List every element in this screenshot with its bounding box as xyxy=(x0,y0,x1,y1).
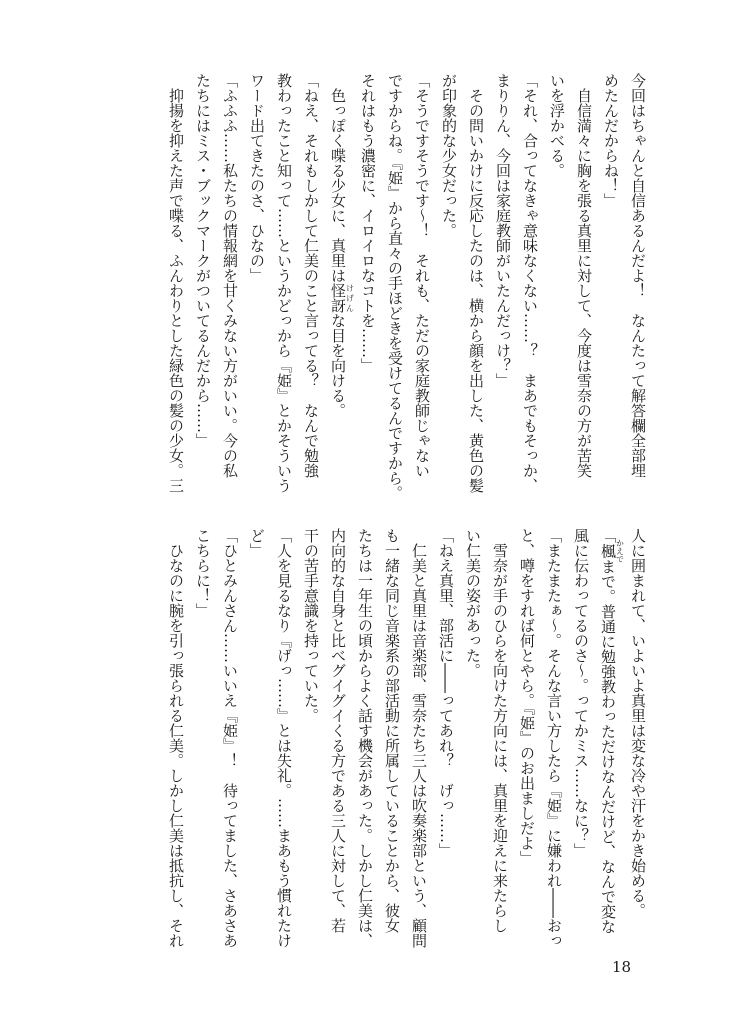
text-line: が印象的な少女だった。 xyxy=(440,73,458,238)
text-line: 人に囲まれて、いよいよ真里は変な冷や汗をかき始める。 xyxy=(629,528,647,918)
text-line: まりりん、今回は家庭教師がいたんだっけ？」 xyxy=(494,73,512,388)
text-line: こちらに！」 xyxy=(194,528,212,618)
text-line: も一緒な同じ音楽系の部活動に所属していることから、彼女 xyxy=(383,528,401,933)
text-line: 「ねえ真里、部活に――ってあれ？ げっ……」 xyxy=(437,528,455,858)
furigana: かえで xyxy=(615,539,625,563)
text-line: ワード出てきたのさ、ひなの」 xyxy=(248,73,266,283)
text-line: い仁美の姿があった。 xyxy=(464,528,482,678)
text-line: たちは一年生の頃からよく話す機会があった。しかし仁美は、 xyxy=(356,528,374,948)
text-line: 「またまたぁ～。そんな言い方したら『姫』に嫌われ――おっ xyxy=(545,528,563,948)
text-line: 教わったこと知って……というかどっから『姫』とかそういう xyxy=(275,73,293,493)
text-line: ひなのに腕を引っ張られる仁美。しかし仁美は抵抗し、それ xyxy=(167,528,185,948)
text-line: 「そうですそうです～！ それも、ただの家庭教師じゃない xyxy=(413,73,431,478)
text-line: ですからね。『姫』から直々の手ほどきを受けてるんですから。 xyxy=(386,73,404,501)
text-line: と、噂をすれば何とやら。『姫』のお出ましだよ」 xyxy=(518,528,536,866)
page-number: 18 xyxy=(612,958,632,976)
text-line: 自信満々に胸を張る真里に対して、今度は雪奈の方が苦笑 xyxy=(575,73,593,478)
text-line: 「ひとみんさん……いいえ『姫』！ 待ってました、さあさあ xyxy=(221,528,239,948)
text-line: 「それ、合ってなきゃ意味なくない……？ まあでもそっか、 xyxy=(521,73,539,493)
lower-text-block xyxy=(121,528,651,960)
text-line: 「ふふふ……私たちの情報網を甘くみない方がいい。今の私 xyxy=(221,73,239,478)
text-line: めたんだからね！」 xyxy=(602,73,620,208)
text-line: それはもう濃密に、イロイロなコトを……」 xyxy=(359,73,377,373)
text-line: たちにはミス・ブックマークがついてるんだから……」 xyxy=(194,73,212,448)
text-line: 「ねえ、それもしかして仁美のこと言ってる？ なんで勉強 xyxy=(302,73,320,478)
text-line: 干の苦手意識を持っていた。 xyxy=(302,528,320,723)
text-line: いを浮かべる。 xyxy=(548,73,566,178)
text-line: 雪奈が手のひらを向けた方向には、真里を迎えに来たらし xyxy=(491,528,509,933)
text-line: 風に伝わってるのさ～。ってかミス……なに？」 xyxy=(572,528,590,858)
text-line: 「楓かえでまで。普通に勉強教わっただけなんだけど、なんで変な xyxy=(599,528,625,934)
text-line: 仁美と真里は音楽部、雪奈たち三人は吹奏楽部という、顧問 xyxy=(410,528,428,948)
text-line: 色っぽく喋る少女に、真里は怪訝けげんな目を向ける。 xyxy=(329,73,355,418)
upper-text-block xyxy=(121,73,651,503)
furigana: けげん xyxy=(345,283,355,313)
text-line: ど」 xyxy=(248,528,266,558)
text-line: 内向的な自身と比べグイグイくる方である三人に対して、若 xyxy=(329,528,347,933)
text-line: 抑揚を抑えた声で喋る、ふんわりとした緑色の髪の少女。三 xyxy=(167,73,185,493)
text-line: 今回はちゃんと自信あるんだよ！ なんたって解答欄全部埋 xyxy=(629,73,647,478)
text-line: 「人を見るなり『げっ……』とは失礼。……まあもう慣れたけ xyxy=(275,528,293,948)
text-line: その問いかけに反応したのは、横から顔を出した、黄色の髪 xyxy=(467,73,485,493)
